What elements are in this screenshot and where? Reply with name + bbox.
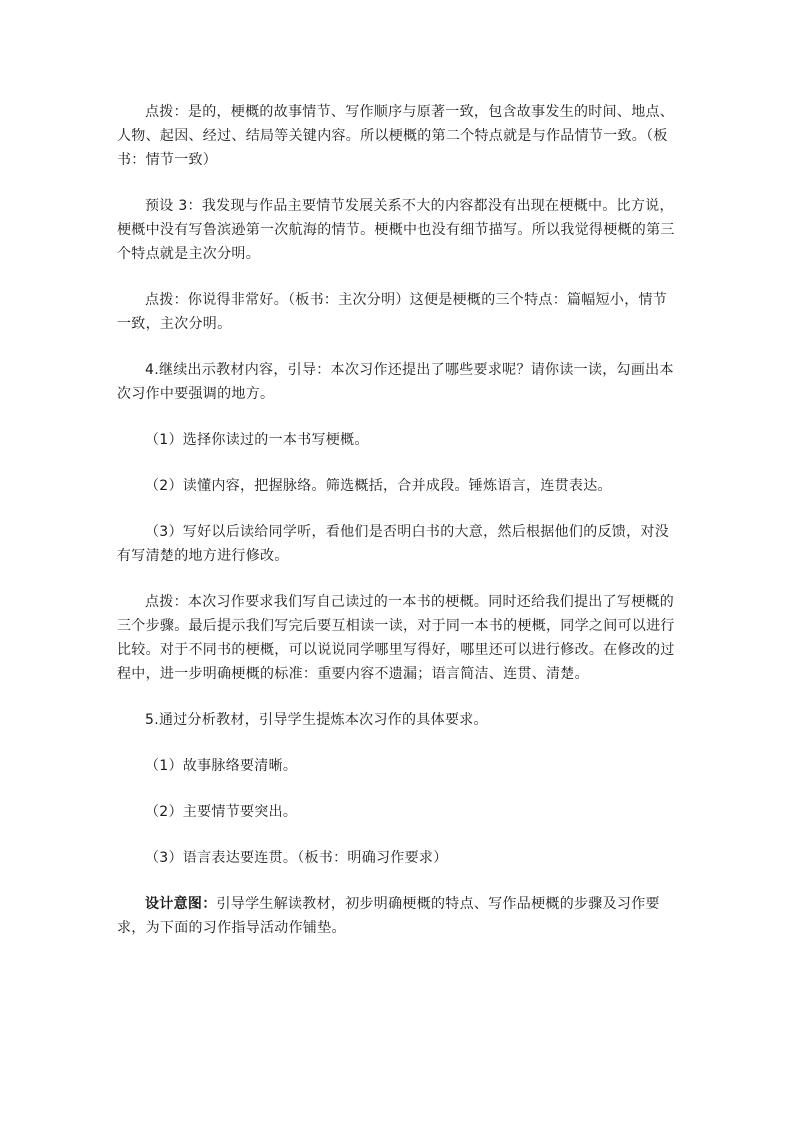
paragraph-step-4: 4.继续出示教材内容，引导：本次习作还提出了哪些要求呢？请你读一读，勾画出本次习作中要强调的地方。 xyxy=(117,362,674,402)
paragraph-three-features: 点拨：你说得非常好。（板书：主次分明）这便是梗概的三个特点：篇幅短小，情节一致，主次分明。 xyxy=(117,292,668,332)
paragraph-plot-consistent: 点拨：是的，梗概的故事情节、写作顺序与原著一致，包含故事发生的时间、地点、人物、起因、经过、结局等关键内容。所以梗概的第二个特点就是与作品情节一致。（板书：情节一致） xyxy=(117,104,675,168)
document-page xyxy=(117,100,677,962)
paragraph-requirements-explained: 点拨：本次习作要求我们写自己读过的一本书的梗概。同时还给我们提出了写梗概的三个步骤。最后提示我们写完后要互相读一读，对于同一本书的梗概，同学之间可以进行比较。对于不同书的梗概，可以说说同学哪里写得好，哪里还可以进行修改。在修改的过程中，进一步明确梗概的标准：重要内容不遗漏；语言简洁、连贯、清楚。 xyxy=(117,594,675,682)
paragraph-design-intent xyxy=(117,892,677,940)
list-item-requirement-3: （3）写好以后读给同学听，看他们是否明白书的大意，然后根据他们的反馈，对没有写清楚的地方进行修改。 xyxy=(117,524,670,564)
list-item-requirement-2: （2）读懂内容，把握脉络。筛选概括，合并成段。锤炼语言，连贯表达。 xyxy=(145,478,612,494)
design-intent-text: 引导学生解读教材，初步明确梗概的特点、写作品梗概的步骤及习作要求，为下面的习作指导活动作铺垫。 xyxy=(117,896,660,936)
list-item-specific-1: （1）故事脉络要清晰。 xyxy=(145,758,298,774)
design-intent-label: 设计意图： xyxy=(145,896,217,912)
list-item-specific-2: （2）主要情节要突出。 xyxy=(145,804,298,820)
paragraph-step-5: 5.通过分析教材，引导学生提炼本次习作的具体要求。 xyxy=(145,712,488,728)
paragraph-preset-3: 预设 3：我发现与作品主要情节发展关系不大的内容都没有出现在梗概中。比方说，梗概中没有写鲁滨逊第一次航海的情节。梗概中也没有细节描写。所以我觉得梗概的第三个特点就是主次分明。 xyxy=(117,198,675,262)
list-item-requirement-1: （1）选择你读过的一本书写梗概。 xyxy=(145,432,369,448)
list-item-specific-3: （3）语言表达要连贯。（板书：明确习作要求） xyxy=(145,850,448,866)
